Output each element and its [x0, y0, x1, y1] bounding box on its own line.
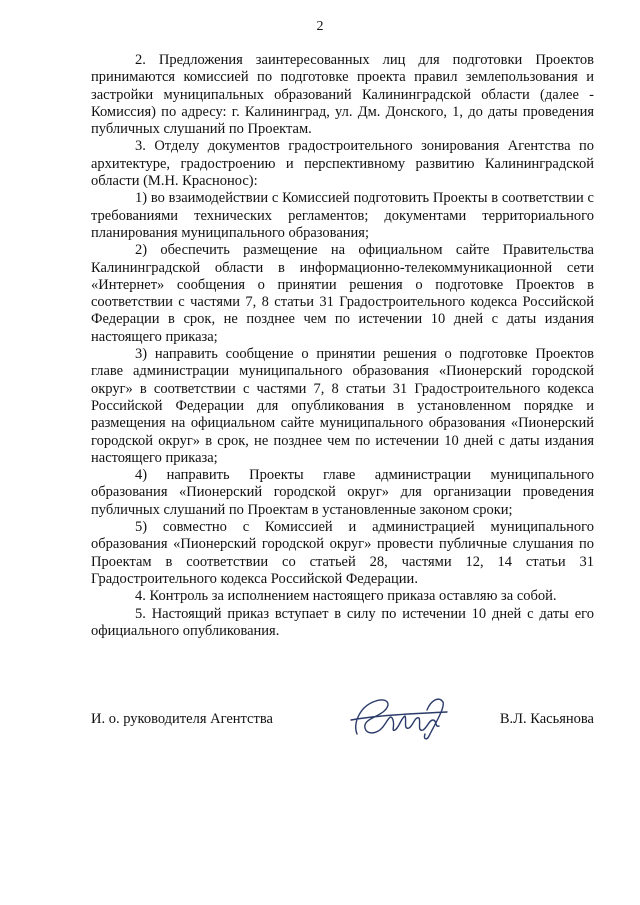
- signatory-title: И. о. руководителя Агентства: [91, 711, 273, 727]
- paragraph-4-control: 4. Контроль за исполнением настоящего приказа оставляю за собой.: [135, 588, 557, 605]
- signature-block: [91, 690, 594, 750]
- page-number: 2: [316, 19, 324, 34]
- subitem-2-website-publication: 2) обеспечить размещение на официальном сайте Правительства Калининградской области в информационно-телекоммуникационной сети «Интернет» сообщения о принятии решения о подготовке Проектов в соответствии с частями 7, 8 статьи 31 Градостроительного кодекса Российской Федерации в срок, не позднее чем по истечении 10 дней с даты издания настоящего приказа;: [91, 242, 594, 345]
- subitem-5-public-hearings: 5) совместно с Комиссией и администрацией муниципального образования «Пионерский городской округ» провести публичные слушания по Проектам в соответствии со статьей 28, частями 12, 14 статьи 31 Градостроительного кодекса Российской Федерации.: [91, 519, 594, 587]
- paragraph-3-department: 3. Отделу документов градостроительного зонирования Агентства по архитектуре, градостроению и перспективному развитию Калининградской области (М.Н. Краснонос):: [91, 138, 594, 190]
- document-body: [91, 52, 594, 640]
- handwritten-signature: [343, 690, 451, 742]
- signatory-name: В.Л. Касьянова: [499, 711, 594, 727]
- subitem-3-send-notice: 3) направить сообщение о принятии решения о подготовке Проектов главе администрации муниципального образования «Пионерский городской округ» в соответствии с частями 7, 8 статьи 31 Градостроительного кодекса Российской Федерации для опубликования в установленном порядке и размещения на официальном сайте муниципального образования «Пионерский городской округ» в срок, не позднее чем по истечении 10 дней с даты издания настоящего приказа;: [91, 346, 594, 466]
- paragraph-5-effective-date: 5. Настоящий приказ вступает в силу по истечении 10 дней с даты его официального опубликования.: [91, 605, 594, 639]
- subitem-4-send-projects: 4) направить Проекты главе администрации муниципального образования «Пионерский городской округ» для организации проведения публичных слушаний по Проектам в установленные законом сроки;: [91, 467, 594, 518]
- paragraph-2-proposals: 2. Предложения заинтересованных лиц для подготовки Проектов принимаются комиссией по подготовке проекта правил землепользования и застройки муниципальных образований Калининградской области (далее - Комиссия) по адресу: г. Калининград, ул. Дм. Донского, 1, до даты проведения публичных слушаний по Проектам.: [91, 52, 594, 138]
- subitem-1-prepare-projects: 1) во взаимодействии с Комиссией подготовить Проекты в соответствии с требованиями технических регламентов; документами территориального планирования муниципального образования;: [91, 190, 594, 241]
